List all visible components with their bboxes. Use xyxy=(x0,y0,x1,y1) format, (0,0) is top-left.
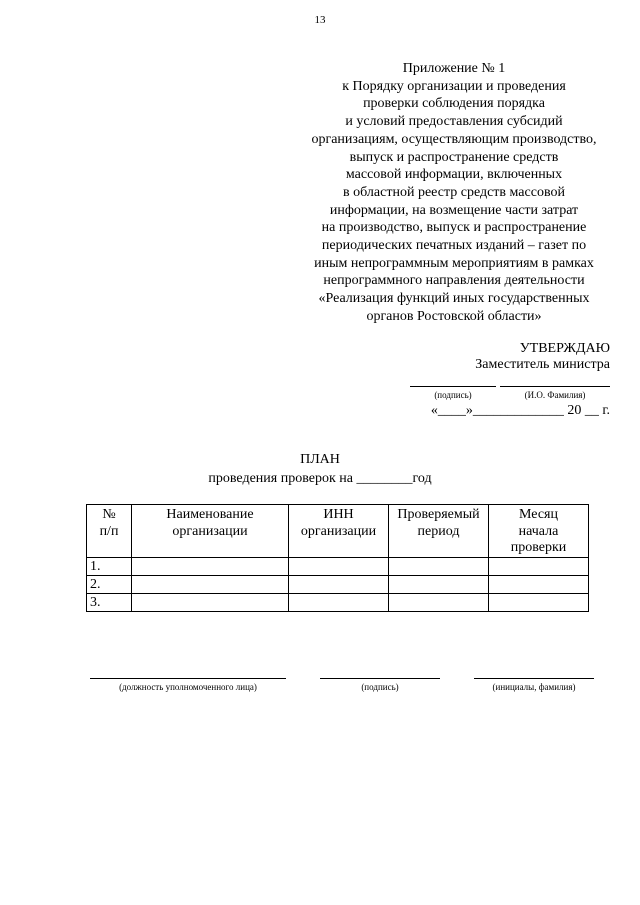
approver-name-label: (И.О. Фамилия) xyxy=(524,390,586,400)
header-line: Наименование xyxy=(166,507,254,522)
table-row xyxy=(87,558,589,576)
official-signature-label: (подпись) xyxy=(361,682,399,692)
header-start-month xyxy=(489,505,589,558)
inspection-plan-table xyxy=(86,504,589,612)
header-line: ИНН xyxy=(323,507,354,522)
table-cell xyxy=(389,558,489,576)
header-line: начала xyxy=(518,523,559,539)
appendix-line: и условий предоставления субсидий xyxy=(345,114,563,130)
approver-name-line xyxy=(500,386,610,387)
header-line: организации xyxy=(172,523,248,539)
header-line: проверки xyxy=(510,540,567,555)
plan-title: ПЛАН xyxy=(300,452,340,467)
approve-heading: УТВЕРЖДАЮ xyxy=(519,341,610,356)
appendix-line: организациям, осуществляющим производство, xyxy=(311,131,597,147)
appendix-line: в областной реестр средств массовой xyxy=(343,184,565,200)
table-cell: 3. xyxy=(87,594,132,612)
table-cell xyxy=(489,594,589,612)
table-cell xyxy=(389,594,489,612)
appendix-line: Приложение № 1 xyxy=(402,61,506,76)
table-cell xyxy=(132,576,289,594)
appendix-line: на производство, выпуск и распространение xyxy=(321,220,587,236)
approver-signature-label: (подпись) xyxy=(434,390,472,400)
appendix-line: органов Ростовской области» xyxy=(366,308,542,324)
appendix-line: массовой информации, включенных xyxy=(345,167,563,183)
table-cell: 1. xyxy=(87,558,132,576)
official-signature-line xyxy=(320,678,440,679)
table-row xyxy=(87,576,589,594)
appendix-line: к Порядку организации и проведения xyxy=(342,78,566,94)
table-cell xyxy=(489,558,589,576)
table-cell xyxy=(132,558,289,576)
official-position-label: (должность уполномоченного лица) xyxy=(119,682,257,692)
header-line: Проверяемый xyxy=(397,507,480,522)
table-cell xyxy=(489,576,589,594)
table-row xyxy=(87,594,589,612)
plan-subtitle: проведения проверок на ________год xyxy=(208,471,432,486)
header-line: № xyxy=(102,507,116,522)
approver-signature-line xyxy=(410,386,496,387)
table-cell xyxy=(389,576,489,594)
table-header-row xyxy=(87,505,589,558)
appendix-line: выпуск и распространение средств xyxy=(349,149,559,165)
header-inn xyxy=(289,505,389,558)
appendix-line: проверки соблюдения порядка xyxy=(363,96,545,112)
header-line: Месяц xyxy=(519,507,558,522)
header-number xyxy=(87,505,132,558)
table-cell xyxy=(289,558,389,576)
header-line: организации xyxy=(300,523,377,539)
header-organization-name xyxy=(132,505,289,558)
table-cell xyxy=(289,576,389,594)
appendix-line: иным непрограммным мероприятиям в рамках xyxy=(314,255,594,271)
header-line: п/п xyxy=(99,523,119,539)
appendix-block xyxy=(300,60,608,326)
table-cell xyxy=(132,594,289,612)
appendix-line: «Реализация функций иных государственных xyxy=(318,291,590,307)
appendix-line: информации, на возмещение части затрат xyxy=(329,202,579,218)
table-cell xyxy=(289,594,389,612)
approver-position: Заместитель министра xyxy=(475,357,610,372)
header-line: период xyxy=(417,523,460,539)
approval-date-line: «____»_____________ 20 __ г. xyxy=(430,403,610,418)
header-period xyxy=(389,505,489,558)
table-cell: 2. xyxy=(87,576,132,594)
official-position-line xyxy=(90,678,286,679)
appendix-line: периодических печатных изданий – газет по xyxy=(321,238,587,254)
appendix-line: непрограммного направления деятельности xyxy=(323,273,585,289)
page-number: 13 xyxy=(314,14,326,26)
official-name-line xyxy=(474,678,594,679)
official-name-label: (инициалы, фамилия) xyxy=(492,682,576,692)
